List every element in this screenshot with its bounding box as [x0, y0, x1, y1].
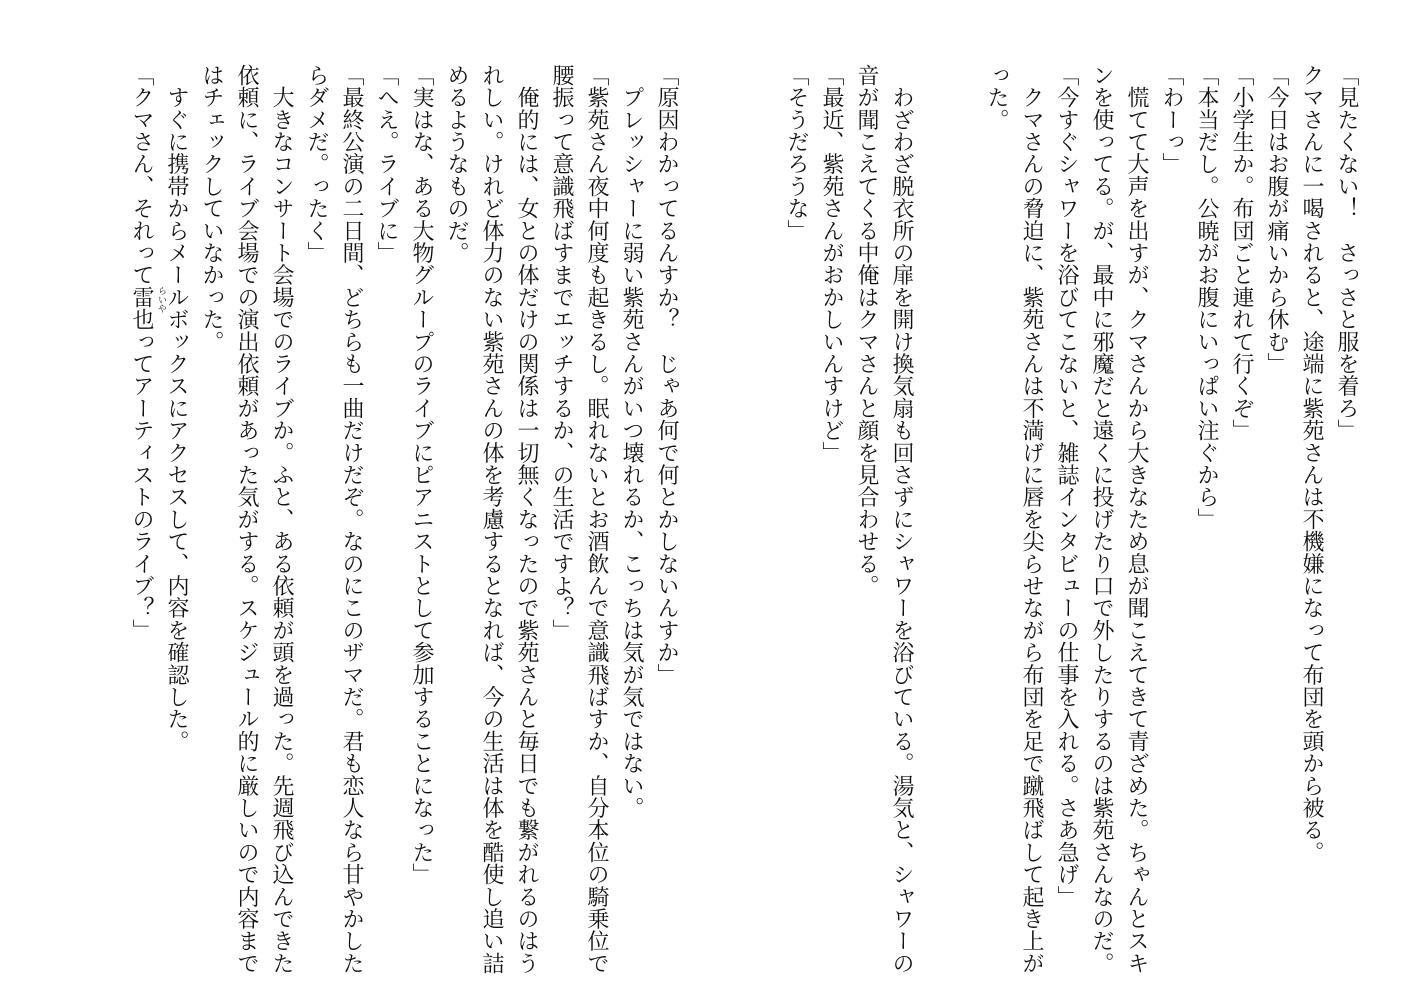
text-column: 「見たくない！ さっさと服を着ろ」 [1334, 64, 1359, 442]
text-column: 俺的には、女との体だけの関係は一切無くなったので紫苑さんと毎日でも繋がれるのはう [514, 64, 539, 975]
text-run: 「クマさん、それって [129, 64, 154, 286]
text-column: すぐに携帯からメールボックスにアクセスして、内容を確認した。 [164, 64, 189, 753]
ruby-base [127, 286, 166, 331]
text-column: れしい。けれど体力のない紫苑さんの体を考慮するとなれば、今の生活は体を酷使し追い詰 [479, 64, 504, 975]
text-column: 音が聞こえてくる中俺はクマさんと顔を見合わせる。 [854, 64, 879, 597]
text-column: らダメだ。ったく」 [304, 64, 329, 264]
text-column: 「原因わかってるんすか？ じゃあ何で何とかしないんすか」 [654, 64, 679, 686]
text-column: クマさんの脅迫に、紫苑さんは不満げに唇を尖らせながら布団を足で蹴飛ばして起き上が [1019, 64, 1044, 975]
blank-column [747, 64, 775, 964]
text-column: 腰振って意識飛ばすまでエッチするか、の生活ですよ？」 [549, 64, 574, 642]
blank-column [712, 64, 740, 964]
text-column: 「紫苑さん夜中何度も起きるし。眠れないとお酒飲んで意識飛ばすか、自分本位の騎乗位で [584, 64, 609, 975]
text-column: 大きなコンサート会場でのライブか。ふと、ある依頼が頭を過った。先週飛び込んできた [269, 64, 294, 975]
ruby-annotation: らいや [156, 286, 166, 313]
text-run: ってアーティストのライブ？」 [129, 330, 154, 642]
text-column: った。 [984, 64, 1009, 131]
ruby-base-text: 雷也 [129, 286, 154, 331]
text-column: 依頼に、ライブ会場での演出依頼があった気がする。スケジュール的に厳しいので内容まで [234, 64, 259, 975]
text-column: 「今すぐシャワーを浴びてこないと、雑誌インタビューの仕事を入れる。さあ急げ」 [1054, 64, 1079, 908]
text-column: 慌てて大声を出すが、クマさんから大きなため息が聞こえてきて青ざめた。ちゃんとスキ [1124, 64, 1149, 975]
text-column: 「わーっ」 [1159, 64, 1184, 175]
text-column: はチェックしていなかった。 [199, 64, 224, 353]
text-column: 「最近、紫苑さんがおかしいんすけど」 [819, 64, 844, 464]
text-column: ンを使ってる。が、最中に邪魔だと遠くに投げたり口で外したりするのは紫苑さんなのだ。 [1089, 64, 1114, 975]
text-column-with-ruby [127, 64, 166, 964]
text-column: 「実はな、ある大物グループのライブにピアニストとして参加することになった」 [409, 64, 434, 886]
text-column: 「最終公演の二日間、どちらも一曲だけだぞ。なのにこのザマだ。君も恋人なら甘やかした [339, 64, 364, 975]
text-column: クマさんに一喝されると、途端に紫苑さんは不機嫌になって布団を頭から被る。 [1299, 64, 1324, 864]
text-column: 「今日はお腹が痛いから休む」 [1264, 64, 1289, 375]
text-column: 「小学生か。布団ごと連れて行くぞ」 [1229, 64, 1254, 442]
text-column: 「そうだろうな」 [784, 64, 809, 242]
text-column: プレッシャーに弱い紫苑さんがいつ壊れるか、こっちは気が気ではない。 [619, 64, 644, 819]
text-column: 「へえ。ライブに」 [374, 64, 399, 264]
text-column: 「本当だし。公暁がお腹にいっぱい注ぐから」 [1194, 64, 1219, 531]
text-column: わざわざ脱衣所の扉を開け換気扇も回さずにシャワーを浴びている。湯気と、シャワーの [889, 64, 914, 975]
blank-column [947, 64, 975, 964]
text-column: めるようなものだ。 [444, 64, 469, 264]
